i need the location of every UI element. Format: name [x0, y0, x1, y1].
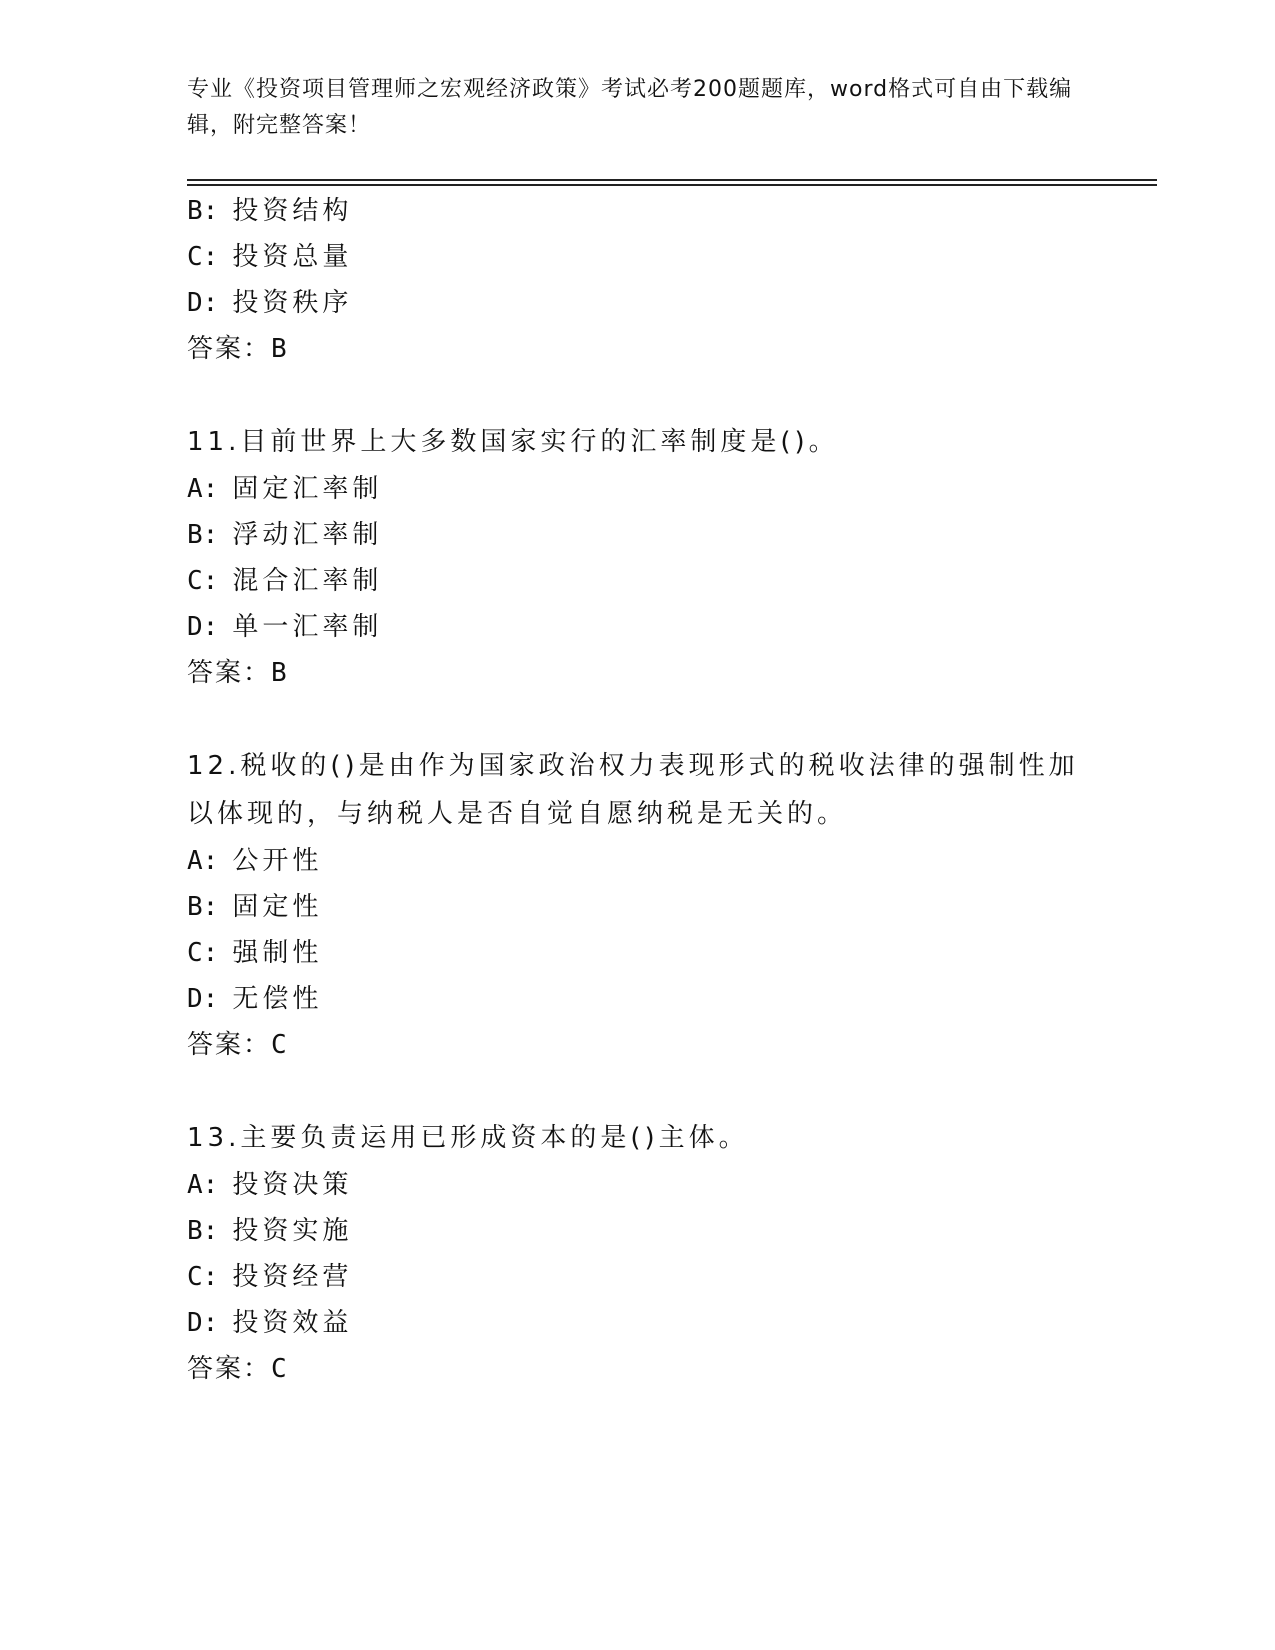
option-key: A: [187, 846, 219, 876]
answer-label: 答案： [187, 1030, 272, 1060]
option-key: B: [187, 520, 219, 550]
answer [187, 1022, 1087, 1068]
answer-value: B [271, 334, 287, 364]
option-key: A: [187, 474, 219, 504]
option-text: 混合汇率制 [232, 566, 383, 596]
spacer [187, 1068, 1087, 1114]
option-text: 固定性 [232, 892, 323, 922]
option-a [187, 466, 1087, 512]
spacer [187, 372, 1087, 418]
answer-label: 答案： [187, 334, 272, 364]
question-text: 12.税收的()是由作为国家政治权力表现形式的税收法律的强制性加以体现的，与纳税人是否自觉自愿纳税是无关的。 [187, 751, 1079, 829]
header-rule-bottom [187, 184, 1157, 186]
answer-label: 答案： [187, 658, 272, 688]
option-d [187, 976, 1087, 1022]
option-key: D: [187, 288, 219, 318]
option-key: B: [187, 892, 219, 922]
question-block-12 [187, 742, 1087, 1068]
option-key: C: [187, 938, 219, 968]
option-a [187, 1162, 1087, 1208]
option-key: A: [187, 1170, 219, 1200]
option-c [187, 930, 1087, 976]
option-key: C: [187, 242, 219, 272]
option-text: 投资总量 [232, 242, 353, 272]
question-text: 13.主要负责运用已形成资本的是()主体。 [187, 1123, 749, 1153]
option-text: 投资结构 [232, 196, 353, 226]
option-a [187, 838, 1087, 884]
option-b [187, 884, 1087, 930]
option-text: 无偿性 [232, 984, 323, 1014]
option-c [187, 558, 1087, 604]
option-text: 单一汇率制 [232, 612, 383, 642]
answer-value: C [271, 1030, 287, 1060]
option-d [187, 1300, 1087, 1346]
option-text: 浮动汇率制 [232, 520, 383, 550]
answer-value: C [271, 1354, 287, 1384]
answer-label: 答案： [187, 1354, 272, 1384]
option-d [187, 280, 1087, 326]
option-text: 投资效益 [232, 1308, 353, 1338]
spacer [187, 696, 1087, 742]
option-key: B: [187, 196, 219, 226]
option-c [187, 234, 1087, 280]
option-text: 投资实施 [232, 1216, 353, 1246]
option-key: C: [187, 566, 219, 596]
option-key: D: [187, 612, 219, 642]
question-content [187, 188, 1087, 1392]
document-header: 专业《投资项目管理师之宏观经济政策》考试必考200题题库，word格式可自由下载编辑，附完整答案！ [187, 77, 1073, 138]
option-text: 强制性 [232, 938, 323, 968]
answer [187, 650, 1087, 696]
option-key: B: [187, 1216, 219, 1246]
option-text: 公开性 [232, 846, 323, 876]
option-c [187, 1254, 1087, 1300]
option-key: D: [187, 984, 219, 1014]
option-key: C: [187, 1262, 219, 1292]
question-block-11 [187, 418, 1087, 696]
option-d [187, 604, 1087, 650]
header-rule-top [187, 179, 1157, 181]
option-b [187, 188, 1087, 234]
question-text: 11.目前世界上大多数国家实行的汇率制度是()。 [187, 427, 839, 457]
option-text: 投资秩序 [232, 288, 353, 318]
option-key: D: [187, 1308, 219, 1338]
option-text: 投资经营 [232, 1262, 353, 1292]
answer [187, 1346, 1087, 1392]
question-block-10 [187, 188, 1087, 372]
option-b [187, 1208, 1087, 1254]
option-text: 投资决策 [232, 1170, 353, 1200]
answer-value: B [271, 658, 287, 688]
option-b [187, 512, 1087, 558]
question-block-13 [187, 1114, 1087, 1392]
answer [187, 326, 1087, 372]
option-text: 固定汇率制 [232, 474, 383, 504]
